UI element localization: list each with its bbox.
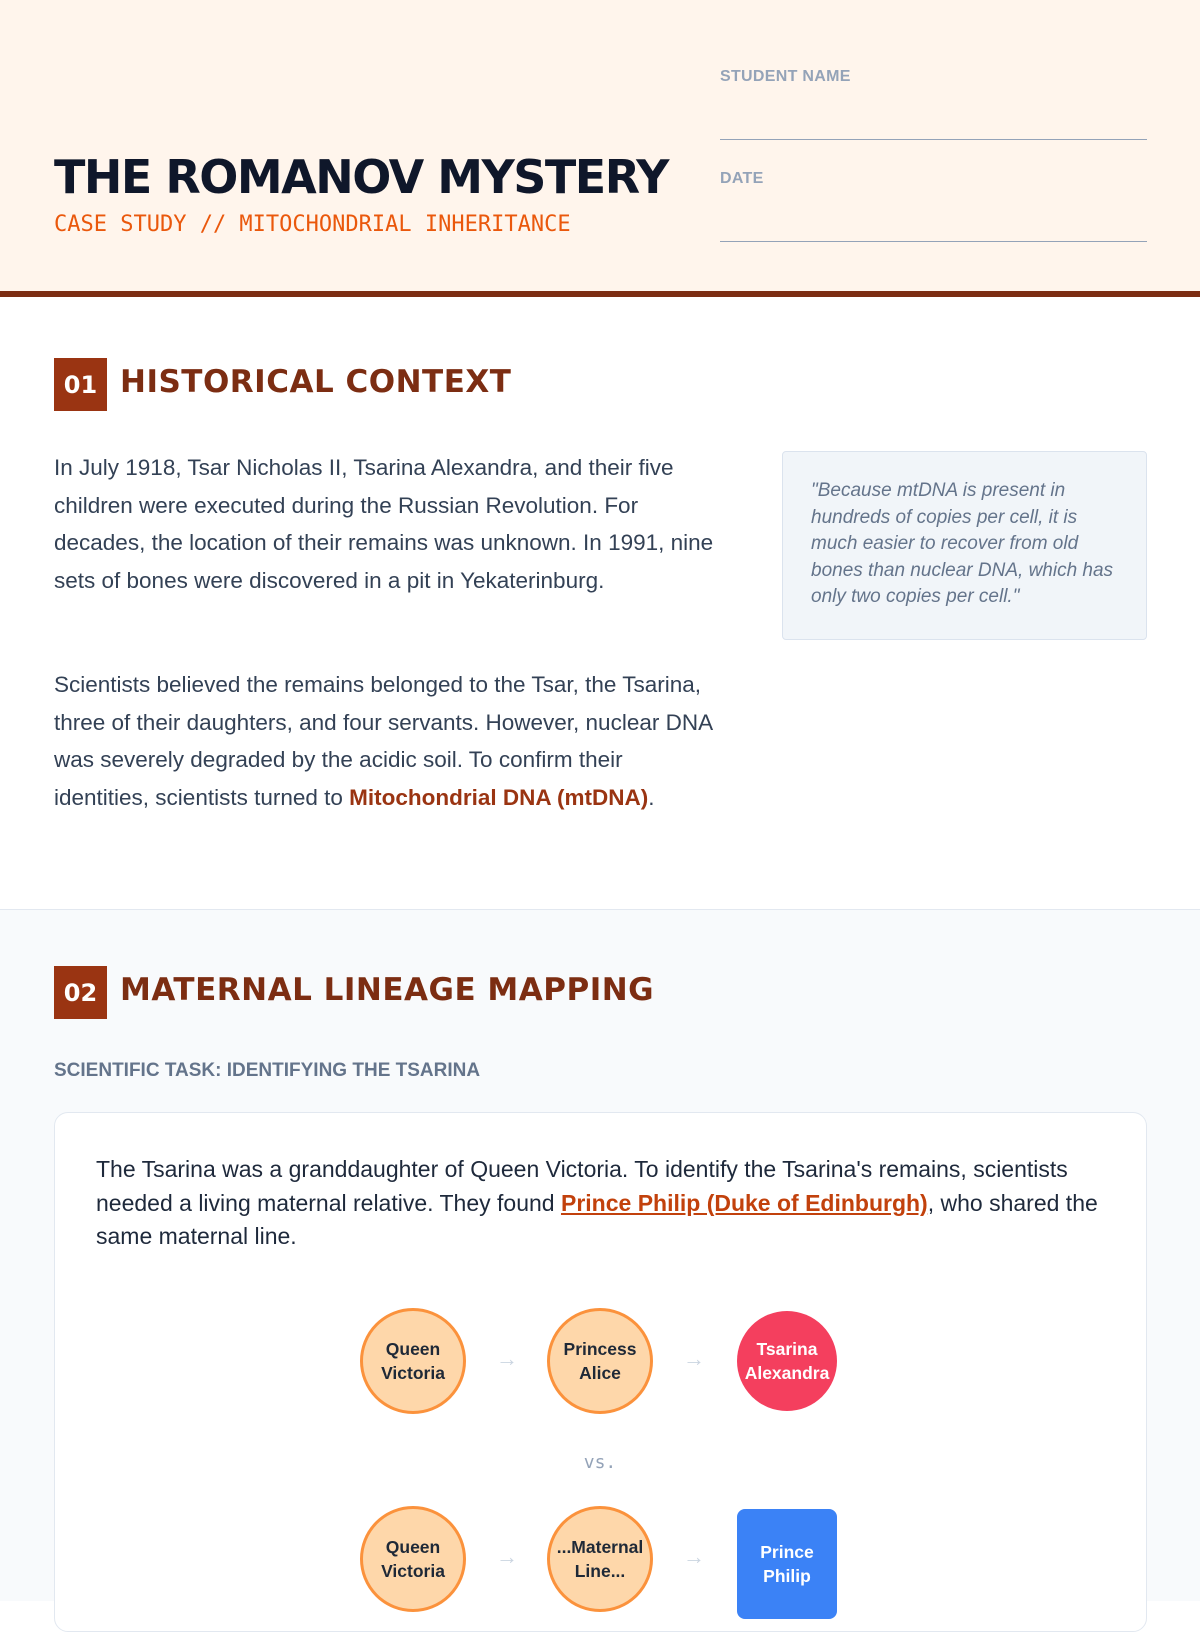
lineage-node-prince-philip (737, 1509, 837, 1619)
section-number-badge: 01 (54, 358, 107, 411)
section-number-badge: 02 (54, 966, 107, 1019)
historical-paragraph-2 (54, 666, 719, 816)
card-text-before: The Tsarina was a granddaughter of Queen Victoria. To identify the Tsarina's remains, scientists needed a living maternal relative. They found (96, 1156, 1068, 1216)
page-title: THE ROMANOV MYSTERY (54, 150, 668, 204)
lineage-node-queen-victoria (360, 1308, 466, 1414)
node-label-line2: Alice (579, 1363, 621, 1383)
section-title-historical-context: HISTORICAL CONTEXT (120, 364, 512, 400)
paragraph-2-text: Scientists believed the remains belonged to the Tsar, the Tsarina, three of their daughters, and four servants. However, nuclear DNA was severely degraded by the acidic soil. To confirm their identities, scientists turned to (54, 672, 712, 810)
prince-philip-link[interactable]: Prince Philip (Duke of Edinburgh) (560, 1189, 928, 1216)
node-label-line2: Alexandra (744, 1363, 830, 1383)
lineage-node-tsarina-alexandra (737, 1311, 837, 1411)
card-text-after: , who shared the same maternal line. (96, 1189, 1098, 1249)
node-label-line1: Princess (563, 1338, 637, 1359)
worksheet-header (0, 0, 1200, 297)
node-label-line1: Tsarina (756, 1338, 818, 1359)
paragraph-2-end: . (648, 784, 655, 810)
node-label-line2: Victoria (381, 1363, 445, 1383)
node-label-line2: Philip (763, 1566, 811, 1586)
date-field[interactable] (720, 241, 1147, 242)
lineage-node-queen-victoria (360, 1506, 466, 1612)
node-label-line1: Queen (385, 1338, 441, 1359)
lineage-node-maternal-line (547, 1506, 653, 1612)
arrow-right-icon: → (496, 1346, 518, 1371)
arrow-right-icon: → (683, 1544, 705, 1569)
student-name-field[interactable] (720, 139, 1147, 140)
lineage-card-text (96, 1153, 1106, 1254)
vs-label: vs. (583, 1452, 617, 1473)
student-name-label: STUDENT NAME (720, 68, 851, 85)
lineage-node-princess-alice (547, 1308, 653, 1414)
mtdna-highlight: Mitochondrial DNA (mtDNA) (349, 784, 649, 810)
node-label-line1: Prince (760, 1541, 814, 1562)
node-label-line1: ...Maternal (556, 1536, 644, 1557)
section-title-maternal-lineage: MATERNAL LINEAGE MAPPING (120, 972, 655, 1008)
node-label-line2: Line... (574, 1561, 626, 1581)
historical-paragraph-1: In July 1918, Tsar Nicholas II, Tsarina Alexandra, and their five children were executed during the Russian Revolution. For decades, the location of their remains was unknown. In 1991, nine sets of bones were discovered in a pit in Yekaterinburg. (54, 455, 714, 593)
quote-callout: "Because mtDNA is present in hundreds of copies per cell, it is much easier to recover from old bones than nuclear DNA, which has only two copies per cell." (782, 451, 1147, 640)
node-label-line2: Victoria (381, 1561, 445, 1581)
date-label: DATE (720, 170, 764, 187)
scientific-task-label: SCIENTIFIC TASK: IDENTIFYING THE TSARINA (54, 1060, 481, 1081)
arrow-right-icon: → (683, 1346, 705, 1371)
arrow-right-icon: → (496, 1544, 518, 1569)
node-label-line1: Queen (385, 1536, 441, 1557)
page-subtitle: CASE STUDY // MITOCHONDRIAL INHERITANCE (54, 212, 571, 237)
